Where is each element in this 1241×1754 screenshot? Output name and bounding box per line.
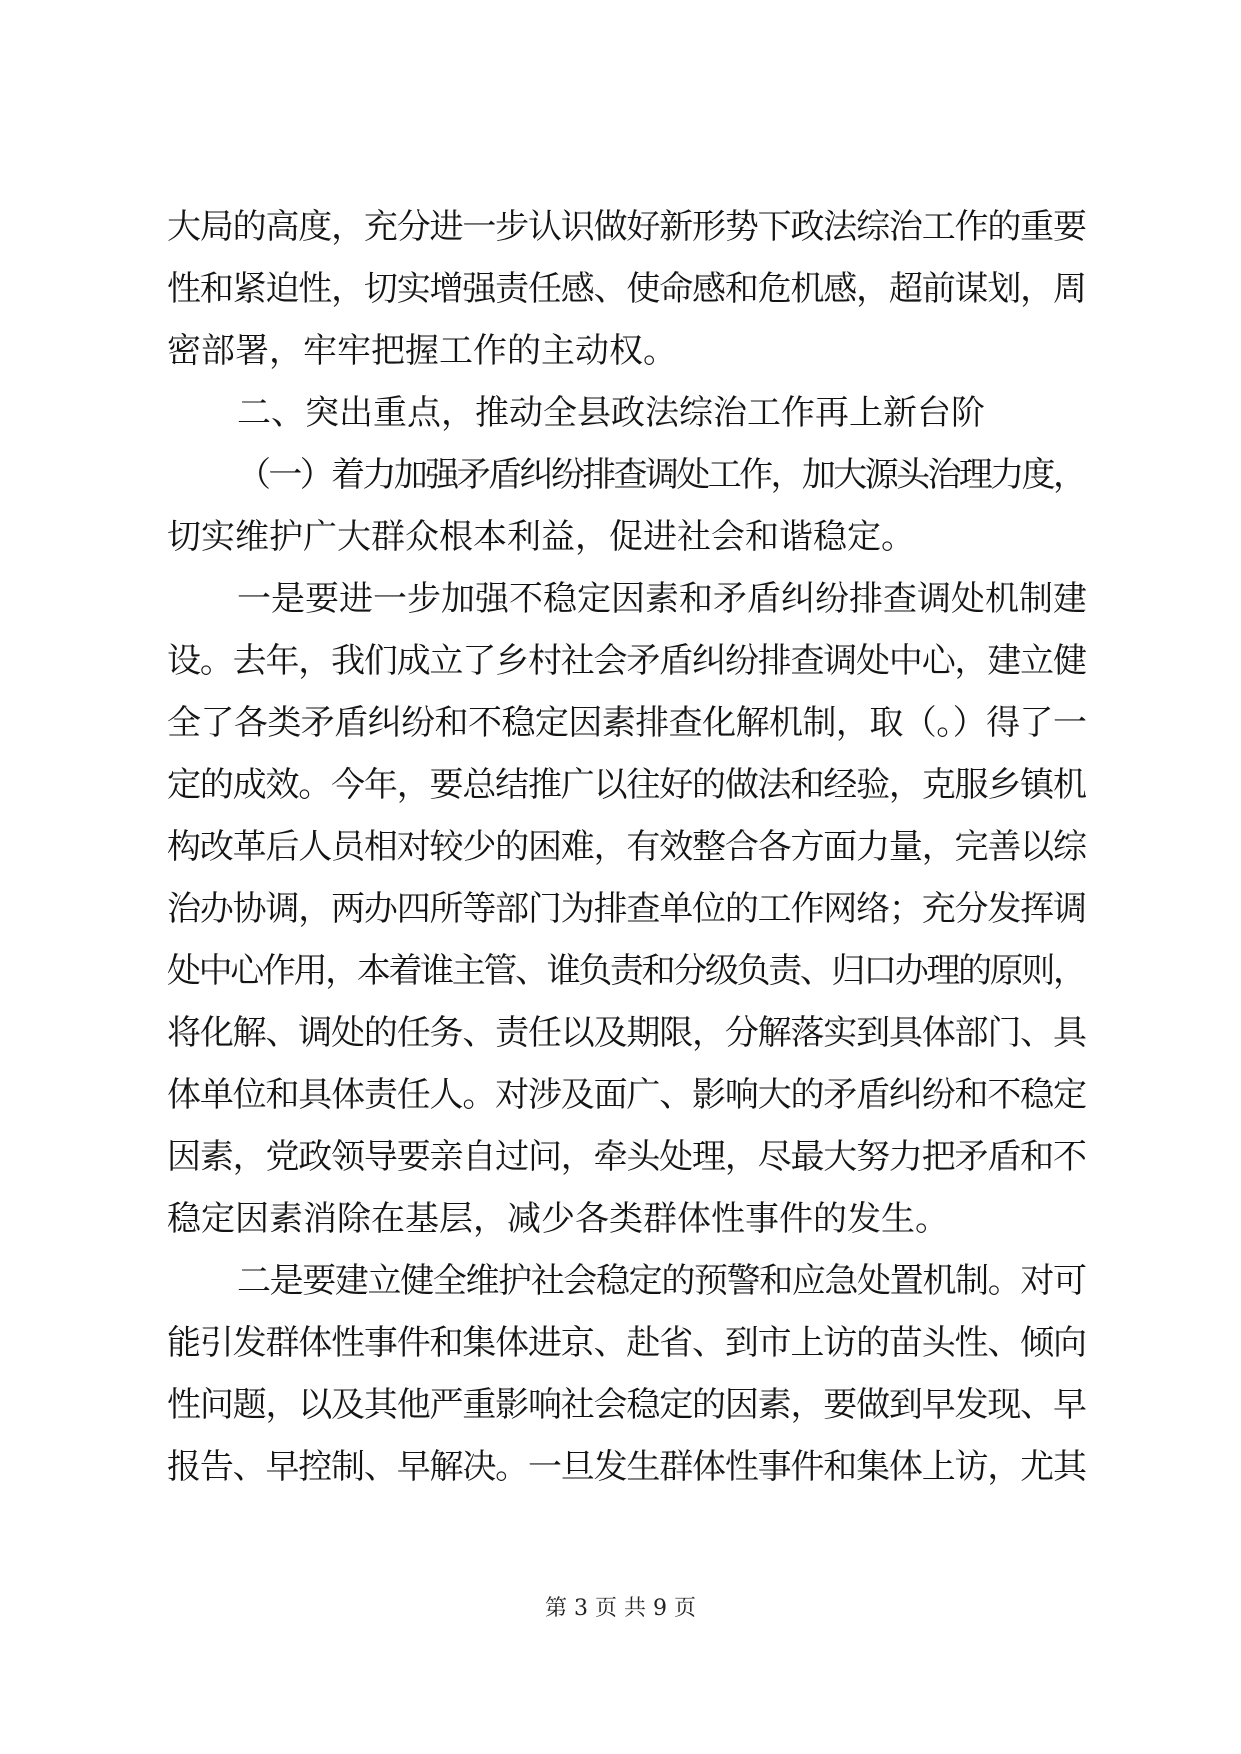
body-text-line: 治办协调，两办四所等部门为排查单位的工作网络；充分发挥调 [167,889,1086,929]
body-text-line: 报告、早控制、早解决。一旦发生群体性事件和集体上访，尤其 [167,1447,1086,1487]
subsection-heading-line: 切实维护广大群众根本利益，促进社会和谐稳定。 [167,517,915,557]
body-text-line: 处中心作用，本着谁主管、谁负责和分级负责、归口办理的原则， [167,951,1085,991]
section-heading: 二、突出重点，推动全县政法综治工作再上新台阶 [237,393,985,433]
body-text-line: 稳定因素消除在基层，减少各类群体性事件的发生。 [167,1199,949,1239]
body-text-line: 设。去年，我们成立了乡村社会矛盾纠纷排查调处中心，建立健 [167,641,1086,681]
page-number-footer: 第 3 页 共 9 页 [545,1596,696,1621]
body-text-line: 一是要进一步加强不稳定因素和矛盾纠纷排查调处机制建 [237,579,1087,619]
body-text-line: 体单位和具体责任人。对涉及面广、影响大的矛盾纠纷和不稳定 [167,1075,1086,1115]
body-text-line: 大局的高度，充分进一步认识做好新形势下政法综治工作的重要 [167,207,1086,247]
body-text-line: 定的成效。今年，要总结推广以往好的做法和经验，克服乡镇机 [167,765,1086,805]
body-text-line: 性和紧迫性，切实增强责任感、使命感和危机感，超前谋划，周 [167,269,1086,309]
body-text-line: 二是要建立健全维护社会稳定的预警和应急处置机制。对可 [237,1261,1086,1301]
body-text-line: 性问题，以及其他严重影响社会稳定的因素，要做到早发现、早 [167,1385,1086,1425]
body-text-line: 因素，党政领导要亲自过问，牵头处理，尽最大努力把矛盾和不 [167,1137,1086,1177]
body-text-line: 全了各类矛盾纠纷和不稳定因素排查化解机制，取（。）得了一 [167,703,1087,743]
body-text-line: 构改革后人员相对较少的困难，有效整合各方面力量，完善以综 [167,827,1086,867]
body-text-line: 密部署，牢牢把握工作的主动权。 [167,331,677,371]
body-text-line: 能引发群体性事件和集体进京、赴省、到市上访的苗头性、倾向 [167,1323,1086,1363]
subsection-heading-line: （一）着力加强矛盾纠纷排查调处工作，加大源头治理力度， [237,455,1085,495]
body-text-line: 将化解、调处的任务、责任以及期限，分解落实到具体部门、具 [167,1013,1086,1053]
